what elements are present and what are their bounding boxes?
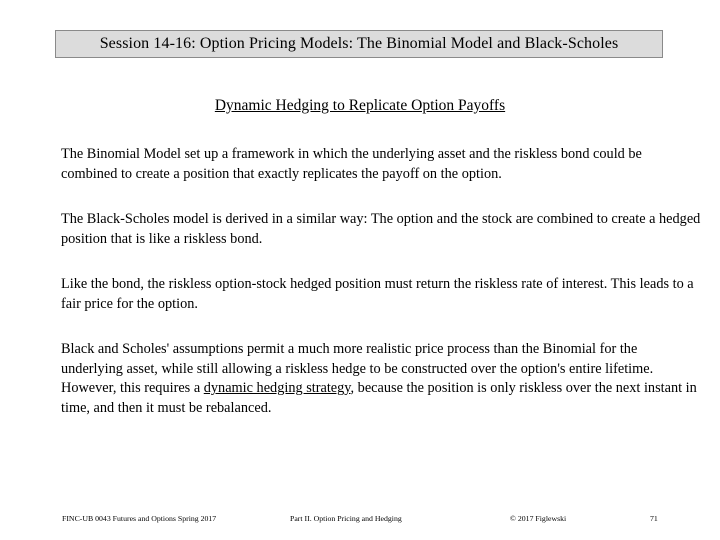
paragraph-binomial: The Binomial Model set up a framework in which the underlying asset and the riskless bond could be combined to create a position that exactly replicates the payoff on the option. <box>61 146 642 182</box>
paragraph-dynamic-hedging <box>61 340 701 418</box>
footer-page-number: 71 <box>650 514 658 523</box>
paragraph-riskless-return: Like the bond, the riskless option-stock hedged position must return the riskless rate of interest. This leads to a fair price for the option. <box>61 276 694 312</box>
paragraph-text-end: , because the position is only riskless over the next instant in time, and then it must be rebalanced. <box>61 380 697 416</box>
footer-course: FINC-UB 0043 Futures and Options Spring 2017 <box>62 514 217 523</box>
section-heading: Dynamic Hedging to Replicate Option Payoffs <box>214 97 506 114</box>
slide-title: Session 14-16: Option Pricing Models: The Binomial Model and Black-Scholes <box>99 35 619 52</box>
footer-part: Part II. Option Pricing and Hedging <box>290 514 402 523</box>
footer-copyright: © 2017 Figlewski <box>510 514 567 523</box>
paragraph-black-scholes: The Black-Scholes model is derived in a similar way: The option and the stock are combined to create a hedged position that is like a riskless bond. <box>61 211 701 247</box>
paragraph-text-start: Black and Scholes' assumptions permit a much more realistic price process than the Binomial for the underlying asset, while still allowing a riskless hedge to be constructed over the option's entire lifetime. However, this requires a <box>61 341 654 396</box>
emphasized-term: dynamic hedging strategy <box>203 380 351 396</box>
slide-header <box>55 30 663 58</box>
